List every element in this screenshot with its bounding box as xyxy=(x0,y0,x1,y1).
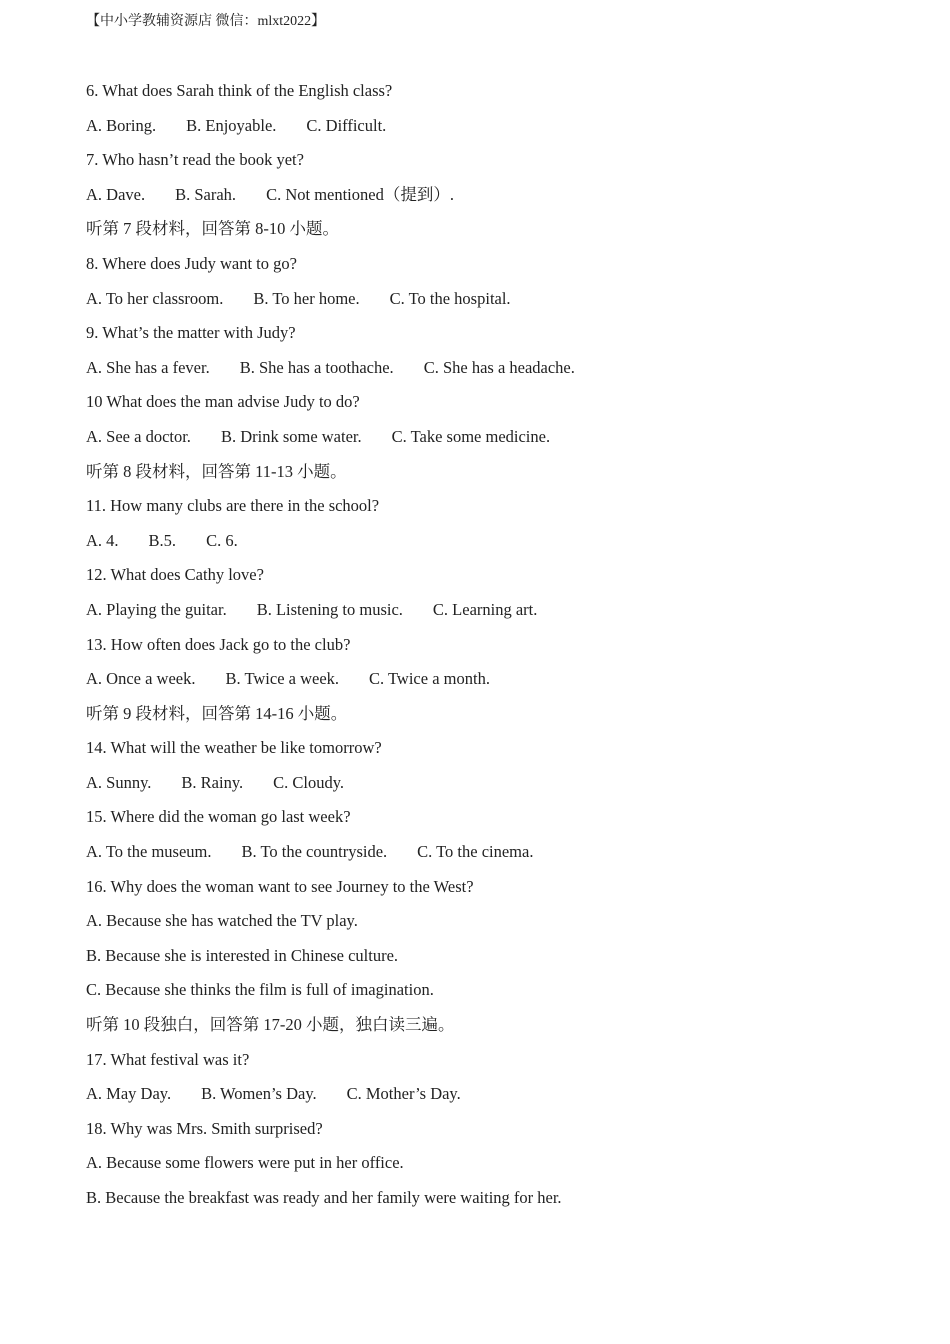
question-text: 12. What does Cathy love? xyxy=(86,565,264,585)
answer-option: B. Women’s Day. xyxy=(201,1084,317,1104)
answer-option: A. She has a fever. xyxy=(86,357,210,377)
question-text: 11. How many clubs are there in the school? xyxy=(86,496,380,516)
answer-option: A. Sunny. xyxy=(86,772,152,792)
answer-options-row xyxy=(86,666,906,701)
question-text: 13. How often does Jack go to the club? xyxy=(86,634,351,654)
question-text: 7. Who hasn’t read the book yet? xyxy=(86,150,304,170)
answer-option: B. Rainy. xyxy=(181,772,244,792)
answer-option: B. Enjoyable. xyxy=(186,115,277,135)
answer-option: C. Cloudy. xyxy=(273,772,345,792)
answer-option: B. She has a toothache. xyxy=(239,357,394,377)
question-text: 16. Why does the woman want to see Journey to the West? xyxy=(86,876,474,896)
answer-option: B. To her home. xyxy=(253,288,360,308)
answer-option: C. Not mentioned（提到）. xyxy=(266,184,454,204)
answer-option: C. Twice a month. xyxy=(369,669,490,689)
answer-option: A. May Day. xyxy=(86,1084,172,1104)
answer-option: A. To the museum. xyxy=(86,842,212,862)
answer-options-row xyxy=(86,528,906,563)
question-text: 6. What does Sarah think of the English class? xyxy=(86,81,393,100)
answer-option: C. To the cinema. xyxy=(417,842,534,862)
section-instruction: 听第 10 段独白，回答第 17-20 小题，独白读三遍。 xyxy=(86,1015,455,1035)
answer-option: C. Difficult. xyxy=(306,115,387,135)
answer-option: A. Playing the guitar. xyxy=(86,599,227,619)
question-text: 8. Where does Judy want to go? xyxy=(86,253,297,273)
answer-option: A. Boring. xyxy=(86,115,157,135)
answer-option: C. Take some medicine. xyxy=(391,426,551,446)
answer-option: A. Because some flowers were put in her office. xyxy=(86,1153,404,1173)
answer-option: B. Drink some water. xyxy=(220,426,362,446)
question-text: 14. What will the weather be like tomorrow? xyxy=(86,738,382,758)
section-instruction: 听第 8 段材料，回答第 11-13 小题。 xyxy=(86,461,347,481)
answer-options-row xyxy=(86,1081,906,1116)
answer-option: C. Learning art. xyxy=(432,599,538,619)
answer-option: B. Twice a week. xyxy=(225,669,340,689)
question-text: 17. What festival was it? xyxy=(86,1049,250,1069)
question-text: 18. Why was Mrs. Smith surprised? xyxy=(86,1118,323,1138)
answer-option: A. Dave. xyxy=(86,184,146,204)
answer-option: C. Because she thinks the film is full of imagination. xyxy=(86,980,434,1000)
page-header-watermark: 【中小学教辅资源店 微信：mlxt2022】 xyxy=(86,14,326,29)
section-instruction: 听第 9 段材料，回答第 14-16 小题。 xyxy=(86,703,348,723)
question-text: 9. What’s the matter with Judy? xyxy=(86,323,296,343)
section-instruction: 听第 7 段材料，回答第 8-10 小题。 xyxy=(86,219,339,239)
answer-option: C. To the hospital. xyxy=(389,288,511,308)
question-text: 10 What does the man advise Judy to do? xyxy=(86,392,360,412)
answer-options-row xyxy=(86,113,906,148)
answer-option: C. Mother’s Day. xyxy=(346,1084,461,1104)
answer-option: A. 4. xyxy=(86,530,119,550)
answer-options-row xyxy=(86,286,906,321)
answer-option: B. Because she is interested in Chinese culture. xyxy=(86,945,399,965)
answer-options-row xyxy=(86,182,906,217)
exam-content xyxy=(86,78,906,1220)
question-text: 15. Where did the woman go last week? xyxy=(86,807,351,827)
answer-option: B. Because the breakfast was ready and her family were waiting for her. xyxy=(86,1188,562,1207)
answer-options-row xyxy=(86,597,906,632)
answer-option: A. Because she has watched the TV play. xyxy=(86,911,358,931)
answer-option: B. To the countryside. xyxy=(241,842,388,862)
answer-option: C. 6. xyxy=(206,530,238,550)
answer-options-row xyxy=(86,770,906,805)
answer-option: B.5. xyxy=(148,530,177,550)
answer-options-row xyxy=(86,424,906,459)
answer-option: A. Once a week. xyxy=(86,669,196,689)
answer-option: C. She has a headache. xyxy=(423,357,575,377)
answer-option: A. To her classroom. xyxy=(86,288,224,308)
answer-options-row xyxy=(86,839,906,874)
answer-options-row xyxy=(86,355,906,390)
answer-option: B. Listening to music. xyxy=(256,599,403,619)
answer-option: B. Sarah. xyxy=(175,184,237,204)
answer-option: A. See a doctor. xyxy=(86,426,191,446)
